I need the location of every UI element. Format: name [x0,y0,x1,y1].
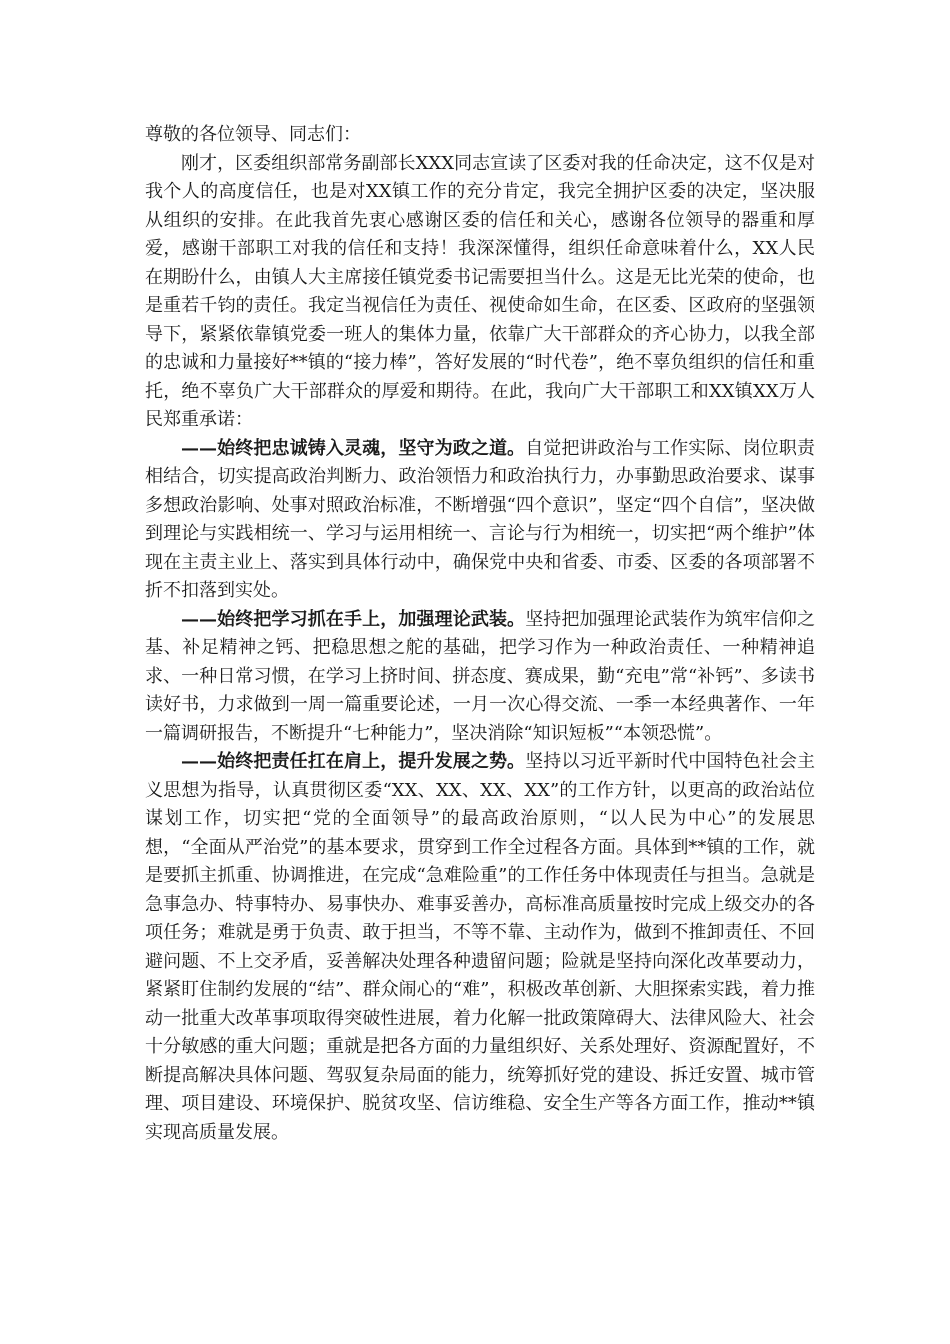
pledge-body: 坚持以习近平新时代中国特色社会主义思想为指导，认真贯彻区委“XX、XX、XX、XX”的工作方针，以更高的政治站位谋划工作，切实把“党的全面领导”的最高政治原则，“以人民为中心”的发展思想，“全面从严治党”的基本要求，贯穿到工作全过程各方面。具体到**镇的工作，就是要抓主抓重、协调推进，在完成“急难险重”的工作任务中体现责任与担当。急就是急事急办、特事特办、易事快办、难事妥善办，高标准高质量按时完成上级交办的各项任务；难就是勇于负责、敢于担当，不等不靠、主动作为，做到不推卸责任、不回避问题、不上交矛盾，妥善解决处理各种遗留问题；险就是坚持向深化改革要动力，紧紧盯住制约发展的“结”、群众闹心的“难”，积极改革创新、大胆探索实践，着力推动一批重大改革事项取得突破性进展，着力化解一批政策障碍大、法律风险大、社会十分敏感的重大问题；重就是把各方面的力量组织好、关系处理好、资源配置好，不断提高解决具体问题、驾驭复杂局面的能力，统筹抓好党的建设、拆迁安置、城市管理、项目建设、环境保护、脱贫攻坚、信访维稳、安全生产等各方面工作，推动**镇实现高质量发展。 [145,751,816,1143]
document-page [145,121,815,1147]
pledge-heading: ——始终把学习抓在手上，加强理论武装。 [181,608,526,630]
intro-paragraph: 刚才，区委组织部常务副部长XXX同志宣读了区委对我的任命决定，这不仅是对我个人的高度信任，也是对XX镇工作的充分肯定，我完全拥护区委的决定，坚决服从组织的安排。在此我首先衷心感谢区委的信任和关心，感谢各位领导的器重和厚爱，感谢干部职工对我的信任和支持！我深深懂得，组织任命意味着什么，XX人民在期盼什么，由镇人大主席接任镇党委书记需要担当什么。这是无比光荣的使命，也是重若千钧的责任。我定当视信任为责任、视使命如生命，在区委、区政府的坚强领导下，紧紧依靠镇党委一班人的集体力量，依靠广大干部群众的齐心协力，以我全部的忠诚和力量接好**镇的“接力棒”，答好发展的“时代卷”，绝不辜负组织的信任和重托，绝不辜负广大干部群众的厚爱和期待。在此，我向广大干部职工和XX镇XX万人民郑重承诺： [145,152,815,430]
pledge-body: 自觉把讲政治与工作实际、岗位职责相结合，切实提高政治判断力、政治领悟力和政治执行力，办事勤思政治要求、谋事多想政治影响、处事对照政治标准，不断增强“四个意识”，坚定“四个自信”，坚决做到理论与实践相统一、学习与运用相统一、言论与行为相统一，切实把“两个维护”体现在主责主业上、落实到具体行动中，确保党中央和省委、市委、区委的各项部署不折不扣落到实处。 [145,437,816,601]
pledge-heading: ——始终把忠诚铸入灵魂，坚守为政之道。 [181,437,526,459]
salutation: 尊敬的各位领导、同志们： [145,124,361,145]
pledge-paragraph-2 [145,606,815,749]
pledge-body: 坚持把加强理论武装作为筑牢信仰之基、补足精神之钙、把稳思想之舵的基础，把学习作为一种政治责任、一种精神追求、一种日常习惯，在学习上挤时间、拼态度、赛成果，勤“充电”常“补钙”、多读书读好书，力求做到一周一篇重要论述，一月一次心得交流、一季一本经典著作、一年一篇调研报告，不断提升“七种能力”，坚决消除“知识短板”“本领恐慌”。 [145,608,816,744]
pledge-paragraph-1 [145,435,815,606]
pledge-heading: ——始终把责任扛在肩上，提升发展之势。 [181,751,526,772]
pledge-paragraph-3 [145,748,815,1147]
